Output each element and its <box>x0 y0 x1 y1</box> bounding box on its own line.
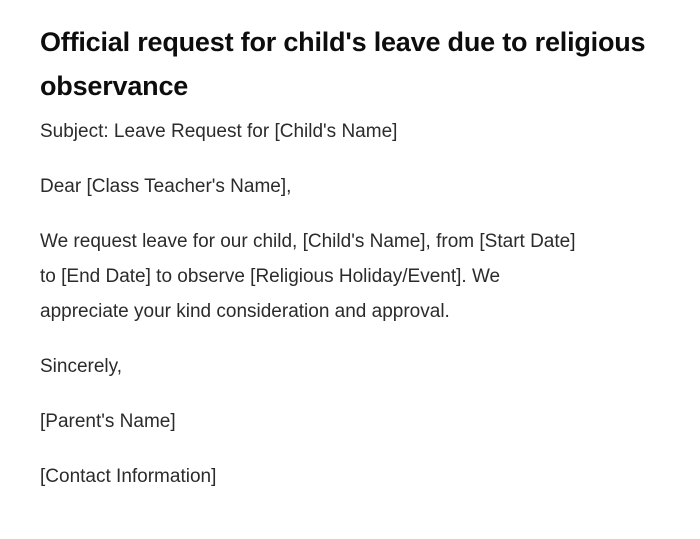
document-title <box>40 20 660 108</box>
body-paragraph-line-2: to [End Date] to observe [Religious Holiday/Event]. We <box>40 266 501 287</box>
salutation: Dear [Class Teacher's Name], <box>40 176 292 197</box>
document-title-line-2: observance <box>40 71 189 101</box>
body-paragraph-line-1: We request leave for our child, [Child's Name], from [Start Date] <box>40 231 576 252</box>
signature-name-placeholder: [Parent's Name] <box>40 411 176 432</box>
subject-line: Subject: Leave Request for [Child's Name] <box>40 121 398 142</box>
body-paragraph <box>40 224 660 329</box>
signature-contact-placeholder: [Contact Information] <box>40 466 217 487</box>
body-paragraph-line-3: appreciate your kind consideration and approval. <box>40 301 450 322</box>
document-title-line-1: Official request for child's leave due to religious <box>40 27 646 57</box>
closing: Sincerely, <box>40 356 123 377</box>
